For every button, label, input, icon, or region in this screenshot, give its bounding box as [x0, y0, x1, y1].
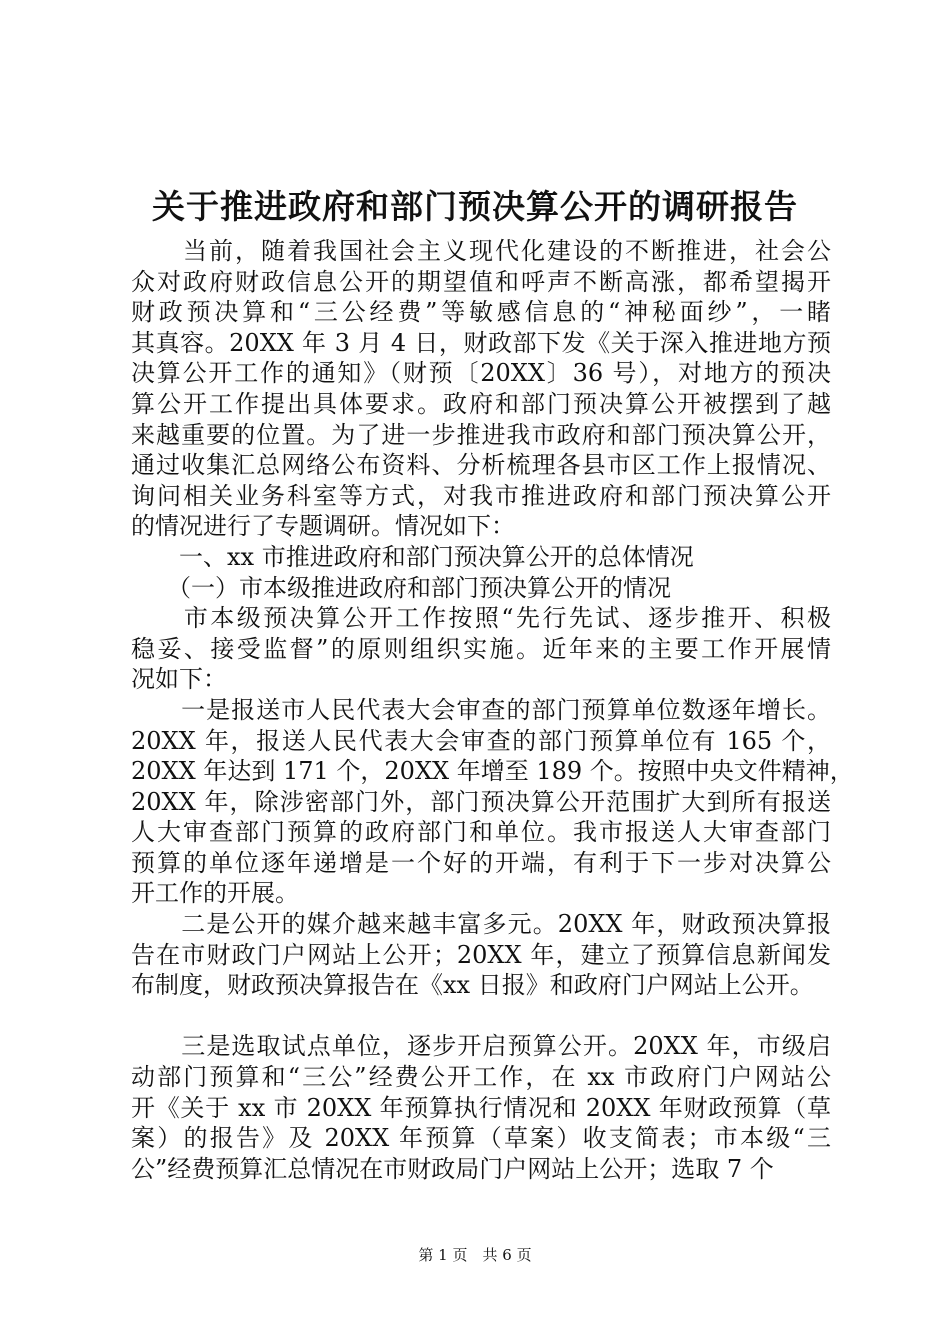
body-line: 动部门预算和“三公”经费公开工作，在 xx 市政府门户网站公	[131, 1063, 831, 1092]
body-line: 二是公开的媒介越来越丰富多元。20XX 年，财政预决算报	[131, 910, 831, 939]
body-line: 开《关于 xx 市 20XX 年预算执行情况和 20XX 年财政预算（草	[131, 1093, 831, 1122]
body-line: 开工作的开展。	[131, 879, 299, 908]
body-line: 告在市财政门户网站上公开；20XX 年，建立了预算信息新闻发	[131, 940, 831, 969]
body-line: 案）的报告》及 20XX 年预算（草案）收支简表；市本级“三	[131, 1124, 831, 1153]
body-line: 20XX 年，除涉密部门外，部门预决算公开范围扩大到所有报送	[131, 787, 831, 816]
body-line: 一、xx 市推进政府和部门预决算公开的总体情况	[131, 542, 694, 571]
body-line: 三是选取试点单位，逐步开启预算公开。20XX 年，市级启	[131, 1032, 831, 1061]
body-line: 当前，随着我国社会主义现代化建设的不断推进，社会公	[131, 237, 831, 265]
body-line: 众对政府财政信息公开的期望值和呼声不断高涨，都希望揭开	[131, 267, 831, 296]
body-line: 况如下：	[131, 665, 227, 694]
body-line: 算公开工作提出具体要求。政府和部门预决算公开被摆到了越	[131, 389, 831, 418]
body-line: 人大审查部门预算的政府部门和单位。我市报送人大审查部门	[131, 818, 831, 847]
body-line: 20XX 年，报送人民代表大会审查的部门预算单位有 165 个，	[131, 726, 831, 755]
body-line: 20XX 年达到 171 个，20XX 年增至 189 个。按照中央文件精神，	[131, 757, 854, 786]
paragraph-gap	[131, 1001, 831, 1032]
body-line: 决算公开工作的通知》（财预〔20XX〕36 号），对地方的预决	[131, 359, 831, 388]
body-line: 财政预决算和“三公经费”等敏感信息的“神秘面纱”，一睹	[131, 298, 831, 327]
body-line: 询问相关业务科室等方式，对我市推进政府和部门预决算公开	[131, 481, 831, 510]
body-line: 的情况进行了专题调研。情况如下：	[131, 512, 515, 541]
page-footer: 第 1 页 共 6 页	[418, 1246, 532, 1264]
body-line: 公”经费预算汇总情况在市财政局门户网站上公开；选取 7 个	[131, 1154, 774, 1183]
body-line: 市本级预决算公开工作按照“先行先试、逐步推开、积极	[131, 604, 831, 633]
body-line: 来越重要的位置。为了进一步推进我市政府和部门预决算公开，	[131, 420, 831, 449]
document-body	[131, 236, 854, 1184]
body-line: （一）市本级推进政府和部门预决算公开的情况	[131, 573, 671, 602]
body-line: 稳妥、接受监督”的原则组织实施。近年来的主要工作开展情	[131, 634, 831, 663]
body-line: 通过收集汇总网络公布资料、分析梳理各县市区工作上报情况、	[131, 451, 831, 480]
body-line: 一是报送市人民代表大会审查的部门预算单位数逐年增长。	[131, 695, 831, 724]
body-line: 预算的单位逐年递增是一个好的开端，有利于下一步对决算公	[131, 848, 831, 877]
body-line: 其真容。20XX 年 3 月 4 日，财政部下发《关于深入推进地方预	[131, 328, 831, 357]
document-title: 关于推进政府和部门预决算公开的调研报告	[152, 187, 798, 226]
body-line: 布制度，财政预决算报告在《xx 日报》和政府门户网站上公开。	[131, 971, 814, 1000]
